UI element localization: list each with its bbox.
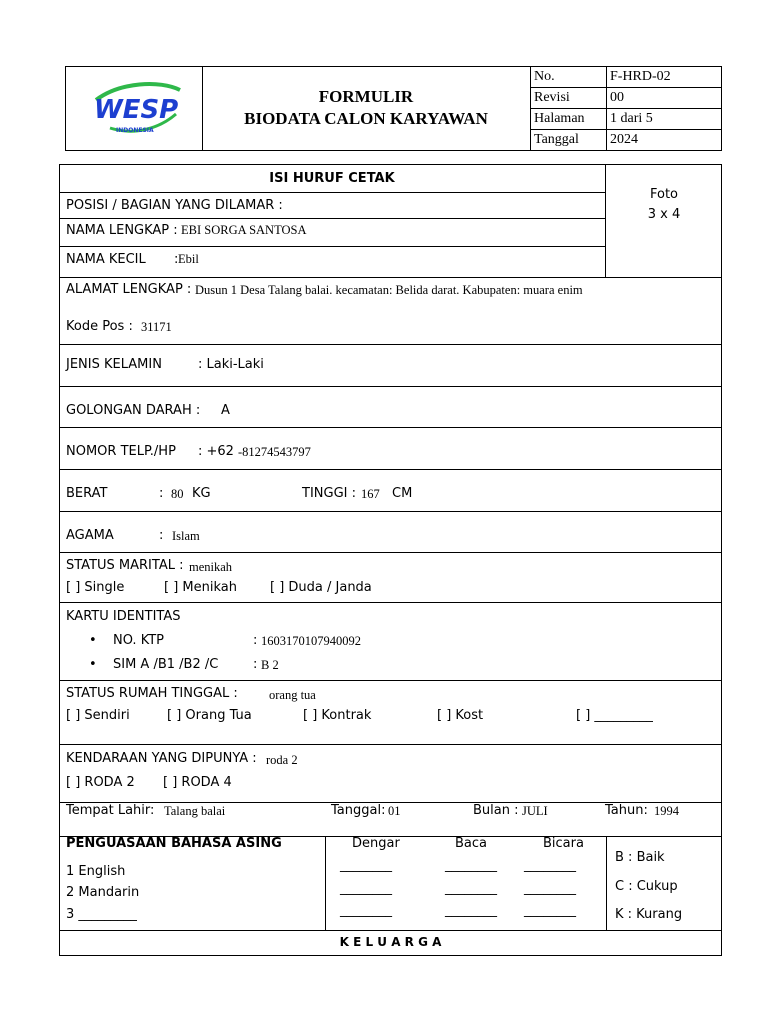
status-rumah-label: STATUS RUMAH TINGGAL : <box>66 686 238 701</box>
document-meta-table <box>530 66 722 151</box>
rumah-option-orang-tua[interactable]: [ ] Orang Tua <box>167 708 252 723</box>
ktp-colon: : <box>253 633 258 648</box>
english-baca-blank[interactable]: ________ <box>445 858 497 873</box>
ktp-value[interactable]: 1603170107940092 <box>261 634 361 648</box>
other-dengar-blank[interactable]: ________ <box>340 903 392 918</box>
meta-label-tanggal: Tanggal <box>531 130 607 151</box>
form-title: FORMULIR <box>318 87 414 106</box>
sim-colon: : <box>253 657 258 672</box>
photo-box-label: Foto <box>649 187 679 202</box>
bahasa-column-baca: Baca <box>455 836 487 851</box>
kode-pos-value[interactable]: 31171 <box>141 320 172 334</box>
alamat-label: ALAMAT LENGKAP : <box>66 282 192 297</box>
berat-label: BERAT <box>66 486 108 501</box>
jenis-kelamin-label: JENIS KELAMIN <box>66 357 162 372</box>
marital-option-duda-janda[interactable]: [ ] Duda / Janda <box>270 580 372 595</box>
alamat-value[interactable]: Dusun 1 Desa Talang balai. kecamatan: Belida darat. Kabupaten: muara enim <box>195 283 583 297</box>
meta-label-halaman: Halaman <box>531 109 607 130</box>
legend-baik: B : Baik <box>615 850 665 865</box>
kendaraan-option-roda-2[interactable]: [ ] RODA 2 <box>66 775 135 790</box>
rumah-option-sendiri[interactable]: [ ] Sendiri <box>66 708 130 723</box>
tahun-lahir-label: Tahun: <box>605 803 648 818</box>
bahasa-heading: PENGUASAAN BAHASA ASING <box>66 836 282 851</box>
berat-colon: : <box>159 486 164 501</box>
kendaraan-option-roda-4[interactable]: [ ] RODA 4 <box>163 775 232 790</box>
tanggal-lahir-label: Tanggal: <box>331 803 386 818</box>
bahasa-row-english: 1 English <box>66 864 126 879</box>
agama-value[interactable]: Islam <box>172 529 200 543</box>
kendaraan-value[interactable]: roda 2 <box>266 753 298 767</box>
photo-size-label: 3 x 4 <box>647 207 681 222</box>
kendaraan-label: KENDARAAN YANG DIPUNYA : <box>66 751 257 766</box>
ktp-bullet: • <box>89 633 97 648</box>
tinggi-value[interactable]: 167 <box>361 487 380 501</box>
company-logo <box>90 78 186 138</box>
jenis-kelamin-value[interactable]: : Laki-Laki <box>198 357 264 372</box>
marital-option-menikah[interactable]: [ ] Menikah <box>164 580 237 595</box>
meta-value-halaman: 1 dari 5 <box>607 109 722 130</box>
bulan-lahir-label: Bulan : <box>473 803 519 818</box>
logo-text: WESP <box>94 95 179 125</box>
agama-colon: : <box>159 528 164 543</box>
logo-subtext: INDONESIA <box>116 127 154 134</box>
mandarin-baca-blank[interactable]: ________ <box>445 881 497 896</box>
rumah-option-kost[interactable]: [ ] Kost <box>437 708 484 723</box>
meta-label-revisi: Revisi <box>531 88 607 109</box>
sim-value[interactable]: B 2 <box>261 658 279 672</box>
marital-option-single[interactable]: [ ] Single <box>66 580 125 595</box>
telp-prefix: : +62 <box>198 444 234 459</box>
bahasa-row-mandarin: 2 Mandarin <box>66 885 140 900</box>
status-marital-label: STATUS MARITAL : <box>66 558 184 573</box>
legend-kurang: K : Kurang <box>615 907 683 922</box>
bahasa-column-dengar: Dengar <box>352 836 400 851</box>
ktp-label: NO. KTP <box>113 633 164 648</box>
bahasa-column-bicara: Bicara <box>543 836 584 851</box>
golongan-darah-label: GOLONGAN DARAH : <box>66 403 201 418</box>
rumah-option-kontrak[interactable]: [ ] Kontrak <box>303 708 372 723</box>
form-subtitle: BIODATA CALON KARYAWAN <box>244 109 488 128</box>
sim-bullet: • <box>89 657 97 672</box>
legend-cukup: C : Cukup <box>615 879 678 894</box>
status-marital-value[interactable]: menikah <box>189 560 233 574</box>
nama-kecil-label: NAMA KECIL <box>66 252 146 267</box>
other-baca-blank[interactable]: ________ <box>445 903 497 918</box>
berat-value[interactable]: 80 <box>171 487 184 501</box>
nama-kecil-colon: : <box>174 252 179 267</box>
mandarin-bicara-blank[interactable]: ________ <box>524 881 576 896</box>
berat-unit: KG <box>192 486 211 501</box>
nama-kecil-value[interactable]: Ebil <box>178 252 199 266</box>
golongan-darah-value[interactable]: A <box>221 403 230 418</box>
meta-value-revisi: 00 <box>607 88 722 109</box>
telp-label: NOMOR TELP./HP <box>66 444 176 459</box>
keluarga-heading: K E L U A R G A <box>339 935 442 949</box>
tempat-lahir-label: Tempat Lahir: <box>66 803 155 818</box>
form-heading: ISI HURUF CETAK <box>269 171 395 186</box>
telp-value[interactable]: -81274543797 <box>238 445 311 459</box>
other-bicara-blank[interactable]: ________ <box>524 903 576 918</box>
posisi-label: POSISI / BAGIAN YANG DILAMAR : <box>66 198 283 213</box>
meta-label-no: No. <box>531 67 607 88</box>
rumah-option-other[interactable]: [ ] _________ <box>576 708 653 723</box>
kode-pos-label: Kode Pos : <box>66 319 133 334</box>
bulan-lahir-value[interactable]: JULI <box>522 804 548 818</box>
tempat-lahir-value[interactable]: Talang balai <box>164 804 226 818</box>
nama-lengkap-label: NAMA LENGKAP : <box>66 223 178 238</box>
bahasa-row-other[interactable]: 3 _________ <box>66 907 137 922</box>
status-rumah-value[interactable]: orang tua <box>269 688 316 702</box>
nama-lengkap-value[interactable]: EBI SORGA SANTOSA <box>181 223 307 237</box>
sim-label: SIM A /B1 /B2 /C <box>113 657 219 672</box>
tinggi-unit: CM <box>392 486 413 501</box>
tinggi-label: TINGGI : <box>302 486 356 501</box>
english-dengar-blank[interactable]: ________ <box>340 858 392 873</box>
tahun-lahir-value[interactable]: 1994 <box>654 804 679 818</box>
tanggal-lahir-value[interactable]: 01 <box>388 804 401 818</box>
mandarin-dengar-blank[interactable]: ________ <box>340 881 392 896</box>
meta-value-tanggal: 2024 <box>607 130 722 151</box>
english-bicara-blank[interactable]: ________ <box>524 858 576 873</box>
posisi-field[interactable] <box>285 196 595 214</box>
agama-label: AGAMA <box>66 528 114 543</box>
meta-value-no: F-HRD-02 <box>607 67 722 88</box>
kartu-identitas-label: KARTU IDENTITAS <box>66 609 181 624</box>
